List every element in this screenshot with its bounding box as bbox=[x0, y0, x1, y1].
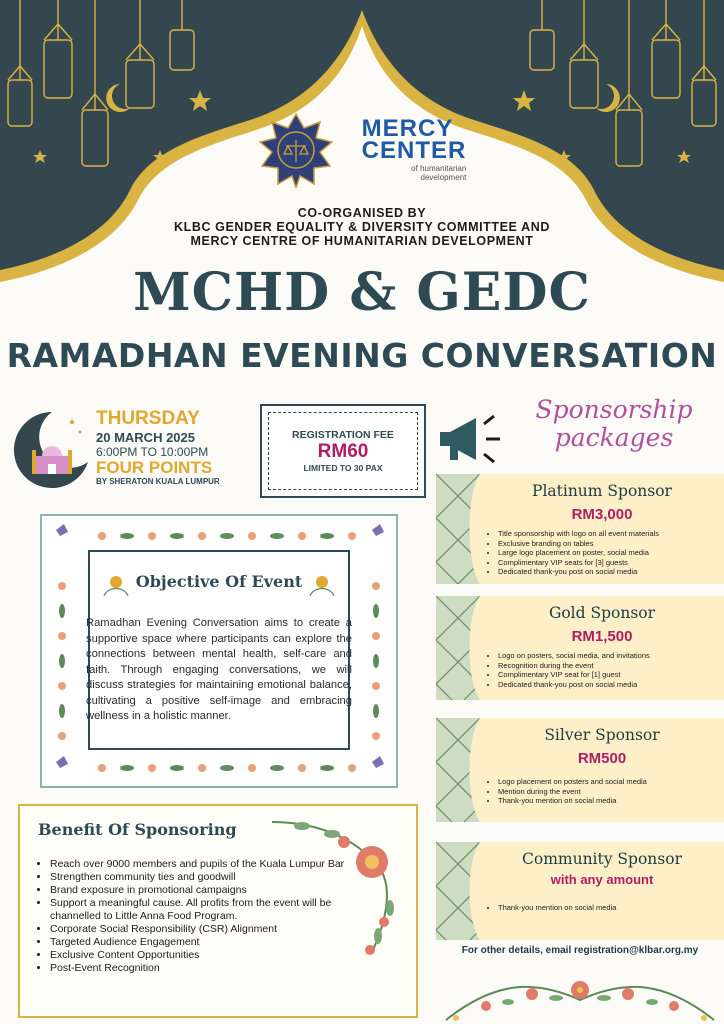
event-venue-sub: BY SHERATON KUALA LUMPUR bbox=[96, 477, 220, 486]
sub-title: RAMADHAN EVENING CONVERSATION bbox=[6, 336, 718, 375]
sponsor-card-platinum bbox=[436, 474, 724, 584]
kl-bar-emblem-icon bbox=[258, 112, 334, 188]
registration-label: REGISTRATION FEE bbox=[292, 429, 394, 441]
event-details bbox=[12, 406, 262, 496]
registration-fee: RM60 bbox=[317, 441, 369, 462]
coorg-line2: KLBC GENDER EQUALITY & DIVERSITY COMMITTEE AND bbox=[173, 220, 550, 234]
mercy-logo-line3a: of humanitarian bbox=[411, 164, 467, 173]
list-item: • Complimentary VIP seats for [3] guests bbox=[498, 558, 724, 568]
list-item: • Large logo placement on poster, social media bbox=[498, 548, 724, 558]
coorg-line3: MERCY CENTRE OF HUMANITARIAN DEVELOPMENT bbox=[190, 234, 534, 248]
sponsor-title: Community Sponsor bbox=[522, 850, 682, 868]
crescent-mosque-icon bbox=[12, 410, 92, 490]
list-item: • Thank-you mention on social media bbox=[498, 903, 724, 913]
event-time: 6:00PM TO 10:00PM bbox=[96, 445, 209, 459]
event-day: THURSDAY bbox=[96, 408, 200, 429]
list-item: • Title sponsorship with logo on all event materials bbox=[498, 529, 724, 539]
sponsor-card-body bbox=[480, 596, 724, 700]
sponsor-card-body bbox=[480, 474, 724, 584]
list-item: • Dedicated thank-you post on social media bbox=[498, 680, 724, 690]
sponsor-benefits bbox=[498, 777, 724, 806]
list-item: • Support a meaningful cause. All profits from the event will be channelled to Little Anna Food Program. bbox=[50, 897, 350, 923]
list-item: • Corporate Social Responsibility (CSR) Alignment bbox=[50, 923, 350, 936]
list-item: • Dedicated thank-you post on social media bbox=[498, 567, 724, 577]
event-date: 20 MARCH 2025 bbox=[96, 430, 195, 445]
sponsor-title: Silver Sponsor bbox=[544, 726, 660, 744]
list-item: • Complimentary VIP seat for [1] guest bbox=[498, 670, 724, 680]
sponsor-card-community bbox=[436, 842, 724, 940]
list-item: • Reach over 9000 members and pupils of the Kuala Lumpur Bar bbox=[50, 858, 350, 871]
objective-panel bbox=[40, 514, 398, 788]
registration-box bbox=[260, 404, 426, 498]
sponsor-benefits bbox=[498, 903, 724, 913]
sponsor-card-silver bbox=[436, 718, 724, 822]
contact-email: For other details, email registration@klbar.org.my bbox=[461, 945, 699, 956]
mercy-logo-line1: MERCY bbox=[361, 115, 454, 142]
registration-limit: LIMITED TO 30 PAX bbox=[303, 463, 383, 473]
sponsor-benefits bbox=[498, 651, 724, 689]
co-organiser-text bbox=[0, 206, 724, 248]
coorg-line1: CO-ORGANISED BY bbox=[297, 206, 427, 220]
list-item: • Thank-you mention on social media bbox=[498, 796, 724, 806]
registration-frame bbox=[268, 412, 418, 490]
logo-row bbox=[0, 112, 724, 188]
list-item: • Exclusive branding on tables bbox=[498, 539, 724, 549]
list-item: • Logo on posters, social media, and invitations bbox=[498, 651, 724, 661]
list-item: • Strengthen community ties and goodwill bbox=[50, 871, 350, 884]
event-text bbox=[96, 408, 220, 487]
sponsor-title: Platinum Sponsor bbox=[532, 482, 672, 500]
mercy-logo-line3b: development bbox=[420, 173, 467, 182]
event-venue: FOUR POINTS bbox=[96, 458, 213, 477]
list-item: • Recognition during the event bbox=[498, 661, 724, 671]
benefit-list bbox=[50, 858, 350, 975]
benefit-panel bbox=[18, 804, 418, 1018]
lattice-pattern bbox=[436, 718, 480, 822]
lattice-pattern bbox=[436, 474, 480, 584]
list-item: • Logo placement on posters and social media bbox=[498, 777, 724, 787]
sponsor-benefits bbox=[498, 529, 724, 577]
list-item: • Exclusive Content Opportunities bbox=[50, 949, 350, 962]
list-item: • Post-Event Recognition bbox=[50, 962, 350, 975]
sponsor-card-gold bbox=[436, 596, 724, 700]
sponsor-price: RM500 bbox=[577, 750, 627, 767]
lattice-pattern bbox=[436, 842, 480, 940]
sponsor-price: with any amount bbox=[550, 872, 654, 887]
sponsorship-title-line1: Sponsorship bbox=[535, 395, 693, 424]
main-title: MCHD & GEDC bbox=[133, 262, 591, 323]
objective-text: Ramadhan Evening Conversation aims to create a supportive space where participants can explore the connections between mental health, self-care and faith. Through engaging conversations, we will discuss strategies for maintaining emotional balance, cultivating a positive self-image and embracing wellness in a holistic manner. bbox=[86, 617, 352, 722]
sponsor-price: RM3,000 bbox=[571, 506, 633, 523]
floral-ornament-icon bbox=[436, 960, 724, 1024]
sponsor-card-body bbox=[480, 842, 724, 940]
list-item: • Brand exposure in promotional campaigns bbox=[50, 884, 350, 897]
megaphone-icon bbox=[436, 410, 508, 468]
objective-title: Objective Of Event bbox=[135, 572, 303, 591]
mercy-logo-line2: CENTER bbox=[361, 137, 467, 164]
lattice-pattern bbox=[436, 596, 480, 700]
sponsorship-title-line2: packages bbox=[554, 423, 674, 452]
sponsor-card-body bbox=[480, 718, 724, 822]
list-item: • Targeted Audience Engagement bbox=[50, 936, 350, 949]
benefit-title: Benefit Of Sponsoring bbox=[38, 820, 237, 839]
sponsorship-title bbox=[508, 396, 720, 452]
sponsor-price: RM1,500 bbox=[571, 628, 633, 645]
sponsor-title: Gold Sponsor bbox=[548, 604, 656, 622]
list-item: • Mention during the event bbox=[498, 787, 724, 797]
mercy-center-logo bbox=[361, 115, 467, 182]
